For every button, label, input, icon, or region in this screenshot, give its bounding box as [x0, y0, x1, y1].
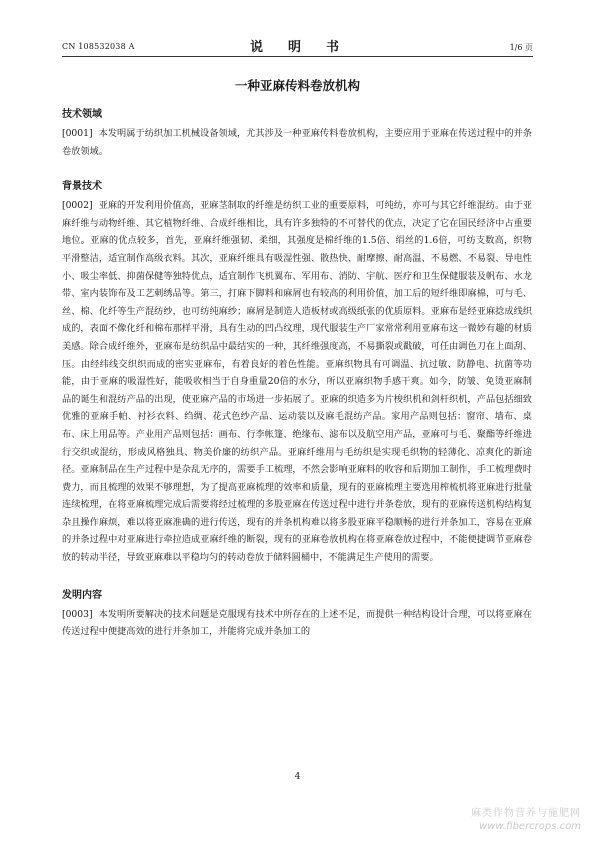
header-divider [62, 56, 533, 57]
paragraph-text: 亚麻的开发利用价值高，亚麻茎制取的纤维是纺织工业的重要原料，可纯纺，亦可与其它纤维混纺。由于亚麻纤维与动物纤维、其它植物纤维、合成纤维相比，具有许多独特的不可替代的优点，决定了它在国民经济中占重要地位。亚麻的优点较多，首先，亚麻纤维强韧、柔细，其强度是棉纤维的1.5倍、绢丝的1.6倍，可纺支数高，织物平滑整洁，适宜制作高级衣料。其次，亚麻纤维具有吸湿性强、散热快、耐摩擦、耐高温、不易燃、不易裂、导电性小、吸尘率低、抑菌保健等独特优点，适宜制作飞机翼布、军用布、消防、宇航、医疗和卫生保健服装及帆布、水龙带、室内装饰布及工艺刺绣品等。第三，打麻下脚料和麻屑也有较高的利用价值，加工后的短纤维即麻棉，可与毛、丝、棉、化纤等生产混纺纱，也可纺纯麻纱；麻屑是制造人造板材或高级纸张的优质原料。亚麻布是经亚麻捻成线织成的，表面不像化纤和棉布那样平滑，具有生动的凹凸纹理，现代服装生产厂家常常利用亚麻布这一微妙有趣的材质美感。除合成纤维外，亚麻布是纺织品中最结实的一种，其纤维强度高，不易撕裂或戳破，可任由调色刀在上面刮、压。由经纬线交织织而成的密实亚麻布，有着良好的着色性能。亚麻织物具有可调温、抗过敏、防静电、抗菌等功能，由于亚麻的吸湿性好，能吸收相当于自身重量20倍的水分，所以亚麻织物手感干爽。如今，防皱、免烫亚麻制品的诞生和混纺产品的出现，使亚麻产品的市场进一步拓展了。亚麻的织造多为片梭织机和剑杆织机，产品包括细致优雅的亚麻手帕、衬衫衣料、绉绸、花式色纱产品、运动装以及麻毛混纺产品。家用产品则包括：窗帘、墙布、桌布、床上用品等。产业用产品则包括：画布、行李帐篷、绝缘布、滤布以及航空用产品，亚麻可与毛、聚酯等纤维进行交织或混纺，形成风格独具、物美价廉的纺织产品。亚麻纤维用与毛纺织是实现毛织物的轻薄化、凉爽化的新途径。亚麻制品在生产过程中是杂乱无序的，需要手工梳理，不然会影响亚麻料的收容和后期加工制作，手工梳理费时费力，而且梳理的效果不够理想，为了提高亚麻梳理的效率和质量，现有的亚麻梳理主要选用榨梳机将亚麻进行批量连续梳理，在将亚麻梳理完成后需要将经过梳理的多股亚麻在传送过程中进行并条卷放，现有的亚麻传送机构结构复杂且操作麻烦，难以将亚麻准确的进行传送，现有的并条机构难以将多股亚麻平稳顺畅的进行并条加工，容易在亚麻的并条过程中对亚麻进行牵拉造成亚麻纤维的断裂，现有的亚麻卷放机构在将亚麻卷放过程中，不能便捷调节亚麻卷放的转动半径，导致亚麻难以平稳均匀的转动卷放于储料圆桶中，不能满足生产使用的需要。 [62, 200, 532, 564]
page-number: 4 [294, 772, 301, 782]
site-watermark [431, 807, 581, 833]
paragraph-text: 本发明属于纺织加工机械设备领域，尤其涉及一种亚麻传料卷放机构，主要应用于亚麻在传送过程中的并条卷放领域。 [62, 128, 532, 157]
page-header [62, 36, 533, 54]
section-background [62, 180, 532, 566]
paragraph-number: [0002] [62, 200, 93, 212]
paragraph [62, 197, 532, 566]
document-title: 一种亚麻传料卷放机构 [234, 78, 360, 93]
section-technical-field [62, 108, 532, 160]
watermark-site-name: 麻类作物营养与施肥网 [471, 808, 581, 819]
paragraph-number: [0003] [62, 608, 93, 620]
paragraph [62, 606, 532, 641]
document-body [62, 108, 532, 641]
document-type-label: 说 明 书 [249, 40, 345, 55]
patent-number: CN 108532038 A [62, 42, 135, 51]
section-heading: 发明内容 [62, 589, 102, 601]
section-heading: 背景技术 [62, 181, 102, 193]
paragraph [62, 125, 532, 160]
section-summary [62, 589, 532, 641]
page-indicator: 1/6 页 [509, 43, 533, 52]
paragraph-number: [0001] [62, 128, 93, 139]
section-heading: 技术领域 [62, 109, 102, 120]
paragraph-text: 本发明所要解决的技术问题是克服现有技术中所存在的上述不足，而提供一种结构设计合理，可以将亚麻在传送过程中便捷高效的进行并条加工，并能将完成并条加工的 [62, 608, 532, 638]
watermark-url: www.fibercrops.com [479, 821, 581, 832]
